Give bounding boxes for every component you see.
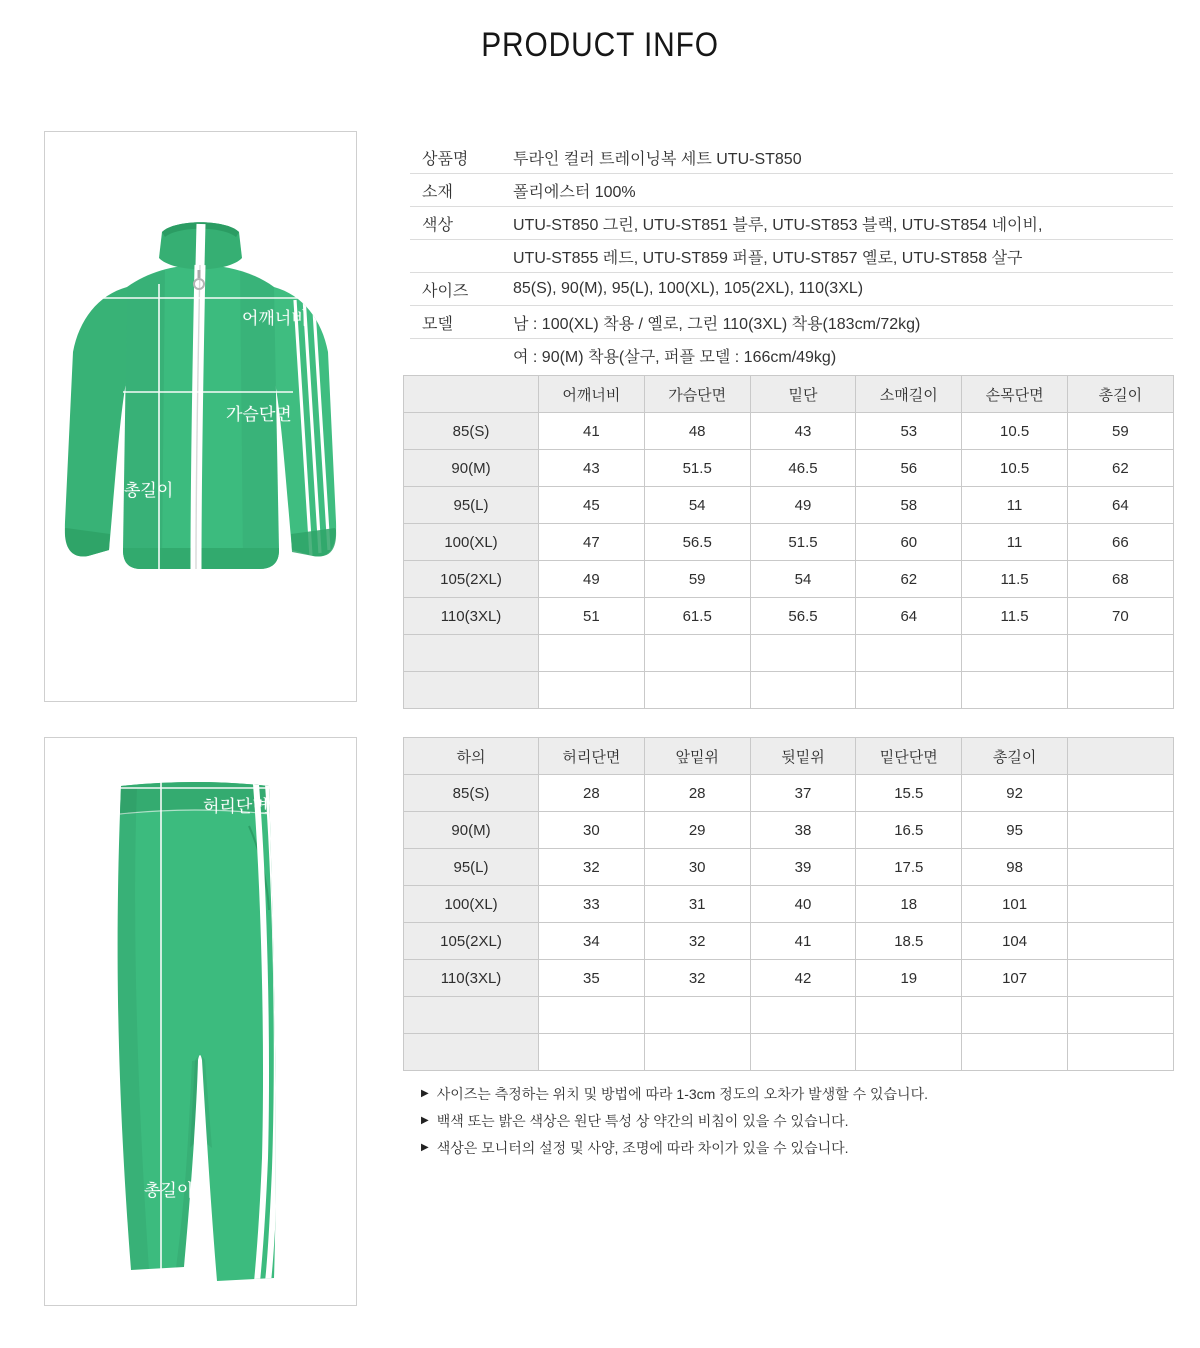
column-header-cell: 어깨너비 [539, 376, 645, 413]
size-value-cell [962, 672, 1068, 709]
size-value-cell: 37 [750, 775, 856, 812]
size-value-cell: 18.5 [856, 923, 962, 960]
size-value-cell: 104 [962, 923, 1068, 960]
row-header-cell [404, 635, 539, 672]
size-value-cell [750, 1034, 856, 1071]
size-table-row [404, 487, 1174, 524]
size-value-cell: 17.5 [856, 849, 962, 886]
size-value-cell [750, 635, 856, 672]
size-value-cell: 18 [856, 886, 962, 923]
size-value-cell [1067, 812, 1173, 849]
size-value-cell: 43 [539, 450, 645, 487]
spec-label: 사이즈 [422, 282, 469, 300]
size-value-cell: 58 [856, 487, 962, 524]
pants-waist-width-label: 허리단면 [203, 797, 269, 816]
size-table-row [404, 598, 1174, 635]
size-value-cell [1067, 997, 1173, 1034]
size-value-cell: 35 [539, 960, 645, 997]
spec-label: 상품명 [422, 150, 469, 168]
spec-value: UTU-ST855 레드, UTU-ST859 퍼플, UTU-ST857 옐로, UTU-ST858 살구 [513, 249, 1023, 267]
spec-row [410, 174, 1173, 207]
size-value-cell: 40 [750, 886, 856, 923]
size-value-cell: 28 [644, 775, 750, 812]
size-value-cell: 51.5 [644, 450, 750, 487]
size-value-cell [644, 672, 750, 709]
size-table-row [404, 775, 1174, 812]
size-value-cell: 56 [856, 450, 962, 487]
size-value-cell: 98 [962, 849, 1068, 886]
size-table-row [404, 923, 1174, 960]
column-header-cell: 하의 [404, 738, 539, 775]
size-value-cell [1067, 886, 1173, 923]
row-header-cell: 95(L) [404, 849, 539, 886]
size-value-cell [539, 997, 645, 1034]
size-value-cell: 28 [539, 775, 645, 812]
column-header-cell: 가슴단면 [644, 376, 750, 413]
spec-row [410, 207, 1173, 240]
spec-row [410, 141, 1173, 174]
size-value-cell: 43 [750, 413, 856, 450]
row-header-cell: 110(3XL) [404, 960, 539, 997]
size-value-cell [1067, 672, 1173, 709]
size-value-cell: 51.5 [750, 524, 856, 561]
jacket-image [44, 131, 357, 702]
spec-value: 여 : 90(M) 착용(살구, 퍼플 모델 : 166cm/49kg) [513, 348, 837, 366]
size-value-cell [856, 635, 962, 672]
size-value-cell: 62 [1067, 450, 1173, 487]
row-header-cell: 85(S) [404, 413, 539, 450]
size-value-cell: 46.5 [750, 450, 856, 487]
column-header-cell: 소매길이 [856, 376, 962, 413]
size-value-cell: 31 [644, 886, 750, 923]
size-value-cell: 11.5 [962, 598, 1068, 635]
size-value-cell: 107 [962, 960, 1068, 997]
size-value-cell [856, 1034, 962, 1071]
size-table-row [404, 635, 1174, 672]
note-line [421, 1080, 928, 1107]
size-value-cell: 30 [539, 812, 645, 849]
spec-value: UTU-ST850 그린, UTU-ST851 블루, UTU-ST853 블랙, UTU-ST854 네이비, [513, 216, 1043, 234]
size-value-cell: 19 [856, 960, 962, 997]
size-value-cell: 54 [750, 561, 856, 598]
column-header-cell [1067, 738, 1173, 775]
size-table-row [404, 849, 1174, 886]
size-value-cell: 32 [644, 923, 750, 960]
pants-image [44, 737, 357, 1306]
size-table-row [404, 886, 1174, 923]
row-header-cell: 90(M) [404, 450, 539, 487]
size-value-cell: 15.5 [856, 775, 962, 812]
spec-value: 투라인 컬러 트레이닝복 세트 UTU-ST850 [513, 150, 802, 168]
size-value-cell: 56.5 [750, 598, 856, 635]
column-header-cell: 총길이 [962, 738, 1068, 775]
size-value-cell: 64 [856, 598, 962, 635]
size-value-cell: 62 [856, 561, 962, 598]
spec-label: 소재 [422, 183, 453, 201]
spec-row [410, 273, 1173, 306]
size-value-cell [750, 672, 856, 709]
size-value-cell: 49 [750, 487, 856, 524]
spec-label: 색상 [422, 216, 453, 234]
size-value-cell: 42 [750, 960, 856, 997]
size-table-header-row [404, 376, 1174, 413]
size-value-cell [1067, 923, 1173, 960]
size-value-cell [539, 672, 645, 709]
column-header-cell: 손목단면 [962, 376, 1068, 413]
spec-value: 85(S), 90(M), 95(L), 100(XL), 105(2XL), 110(3XL) [513, 280, 864, 297]
note-line [421, 1107, 928, 1134]
size-value-cell: 41 [539, 413, 645, 450]
row-header-cell: 85(S) [404, 775, 539, 812]
pants-size-table [403, 737, 1174, 1071]
size-value-cell: 59 [1067, 413, 1173, 450]
spec-row [410, 339, 1173, 371]
size-value-cell: 30 [644, 849, 750, 886]
size-table-row [404, 524, 1174, 561]
row-header-cell: 90(M) [404, 812, 539, 849]
size-table-row [404, 997, 1174, 1034]
size-value-cell: 45 [539, 487, 645, 524]
size-value-cell: 41 [750, 923, 856, 960]
size-table-header-row [404, 738, 1174, 775]
size-value-cell [644, 997, 750, 1034]
size-value-cell: 53 [856, 413, 962, 450]
size-value-cell: 33 [539, 886, 645, 923]
column-header-cell: 앞밑위 [644, 738, 750, 775]
spec-row [410, 240, 1173, 273]
size-value-cell: 29 [644, 812, 750, 849]
note-bullet-icon: ▶ [421, 1087, 429, 1099]
size-value-cell: 54 [644, 487, 750, 524]
page-title: PRODUCT INFO [481, 26, 719, 64]
jacket-shoulder-width-label: 어깨너비 [242, 309, 308, 328]
size-value-cell: 38 [750, 812, 856, 849]
size-table-row [404, 960, 1174, 997]
jacket-size-table [403, 375, 1174, 709]
row-header-cell: 105(2XL) [404, 923, 539, 960]
row-header-cell [404, 1034, 539, 1071]
size-value-cell [750, 997, 856, 1034]
size-value-cell [856, 672, 962, 709]
size-value-cell [539, 1034, 645, 1071]
size-value-cell: 101 [962, 886, 1068, 923]
size-value-cell: 60 [856, 524, 962, 561]
spec-label: 모델 [422, 315, 453, 333]
jacket-illustration [45, 132, 356, 701]
size-value-cell [1067, 960, 1173, 997]
size-value-cell: 61.5 [644, 598, 750, 635]
size-value-cell [856, 997, 962, 1034]
size-value-cell [539, 635, 645, 672]
size-value-cell: 10.5 [962, 413, 1068, 450]
row-header-cell: 105(2XL) [404, 561, 539, 598]
size-value-cell: 11 [962, 487, 1068, 524]
size-value-cell: 47 [539, 524, 645, 561]
size-value-cell [1067, 775, 1173, 812]
size-table-row [404, 450, 1174, 487]
spec-value: 폴리에스터 100% [513, 183, 636, 201]
row-header-cell: 100(XL) [404, 524, 539, 561]
size-value-cell: 49 [539, 561, 645, 598]
row-header-cell: 100(XL) [404, 886, 539, 923]
size-value-cell: 10.5 [962, 450, 1068, 487]
size-value-cell: 48 [644, 413, 750, 450]
pants-illustration [45, 738, 356, 1305]
jacket-chest-width-label: 가슴단면 [226, 405, 292, 424]
pants-total-length-label: 총길이 [144, 1181, 194, 1200]
size-value-cell: 51 [539, 598, 645, 635]
size-value-cell: 92 [962, 775, 1068, 812]
size-value-cell: 39 [750, 849, 856, 886]
size-value-cell [962, 1034, 1068, 1071]
note-text: 색상은 모니터의 설정 및 사양, 조명에 따라 차이가 있을 수 있습니다. [436, 1139, 849, 1156]
row-header-cell [404, 672, 539, 709]
note-bullet-icon: ▶ [421, 1114, 429, 1126]
size-value-cell: 56.5 [644, 524, 750, 561]
row-header-cell [404, 997, 539, 1034]
note-text: 사이즈는 측정하는 위치 및 방법에 따라 1-3cm 정도의 오차가 발생할 수 있습니다. [436, 1085, 928, 1102]
row-header-cell: 110(3XL) [404, 598, 539, 635]
size-value-cell: 16.5 [856, 812, 962, 849]
size-value-cell [644, 635, 750, 672]
size-value-cell: 70 [1067, 598, 1173, 635]
size-value-cell [962, 997, 1068, 1034]
spec-row [410, 306, 1173, 339]
size-table-row [404, 672, 1174, 709]
size-value-cell [962, 635, 1068, 672]
column-header-cell: 허리단면 [539, 738, 645, 775]
size-value-cell [1067, 1034, 1173, 1071]
size-value-cell: 32 [539, 849, 645, 886]
size-value-cell: 95 [962, 812, 1068, 849]
size-table-row [404, 1034, 1174, 1071]
size-value-cell [1067, 635, 1173, 672]
size-value-cell [644, 1034, 750, 1071]
note-line [421, 1134, 928, 1161]
notes-list [421, 1080, 928, 1161]
column-header-cell: 밑단단면 [856, 738, 962, 775]
size-table-row [404, 413, 1174, 450]
size-table-row [404, 812, 1174, 849]
note-bullet-icon: ▶ [421, 1141, 429, 1153]
column-header-cell: 밑단 [750, 376, 856, 413]
size-value-cell [1067, 849, 1173, 886]
size-value-cell: 34 [539, 923, 645, 960]
column-header-cell: 뒷밑위 [750, 738, 856, 775]
row-header-cell: 95(L) [404, 487, 539, 524]
size-value-cell: 66 [1067, 524, 1173, 561]
size-value-cell: 68 [1067, 561, 1173, 598]
column-header-cell: 총길이 [1067, 376, 1173, 413]
column-header-cell [404, 376, 539, 413]
size-value-cell: 11 [962, 524, 1068, 561]
size-table-row [404, 561, 1174, 598]
size-value-cell: 11.5 [962, 561, 1068, 598]
spec-value: 남 : 100(XL) 착용 / 옐로, 그린 110(3XL) 착용(183cm/72kg) [513, 315, 921, 333]
size-value-cell: 64 [1067, 487, 1173, 524]
product-spec-list [410, 141, 1173, 371]
size-value-cell: 59 [644, 561, 750, 598]
note-text: 백색 또는 밝은 색상은 원단 특성 상 약간의 비침이 있을 수 있습니다. [436, 1112, 849, 1129]
jacket-total-length-label: 총길이 [124, 481, 174, 500]
size-value-cell: 32 [644, 960, 750, 997]
